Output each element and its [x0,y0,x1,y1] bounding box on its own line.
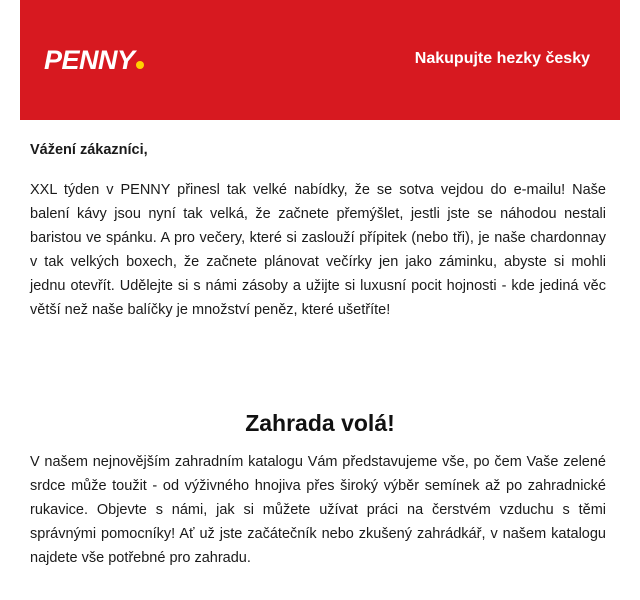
header-tagline: Nakupujte hezky česky [414,50,590,67]
intro-paragraph [30,178,606,322]
logo-dot-icon [136,61,144,69]
email-greeting [30,142,606,158]
email-header [20,0,620,120]
section-body-text: V našem nejnovějším zahradním katalogu Vám představujeme vše, po čem Vaše zelené srdce může toužit - od výživného hnojiva přes široký výběr semínek až po zahradnické rukavice. Objevte s námi, jak si můžete užívat práci na čerstvém vzduchu s těmi správnými pomocníky! Ať už jste začátečník nebo zkušený zahrádkář, v našem katalogu najdete vše potřebné pro zahradu. [30,454,606,566]
intro-text: XXL týden v PENNY přinesl tak velké nabídky, že se sotva vejdou do e-mailu! Naše balení kávy jsou nyní tak velká, že začnete přemýšlet, jestli jste se náhodou nestali baristou ve spánku. A pro večery, které si zaslouží přípitek (nebo tři), je naše chardonnay v tak velkých boxech, že začnete plánovat večírky jen jako záminku, abyste si mohli jednu otevřít. Udělejte si s námi zásoby a užijte si luxusní pocit hojnosti - kde jediná věc větší než naše balíčky je množství peněz, které ušetříte! [30,182,606,318]
greeting-text: Vážení zákazníci, [30,142,148,158]
section-paragraph [30,450,606,570]
penny-logo[interactable] [44,44,144,76]
logo-text: PENNY [44,44,135,75]
section-title: Zahrada volá! [245,410,395,436]
